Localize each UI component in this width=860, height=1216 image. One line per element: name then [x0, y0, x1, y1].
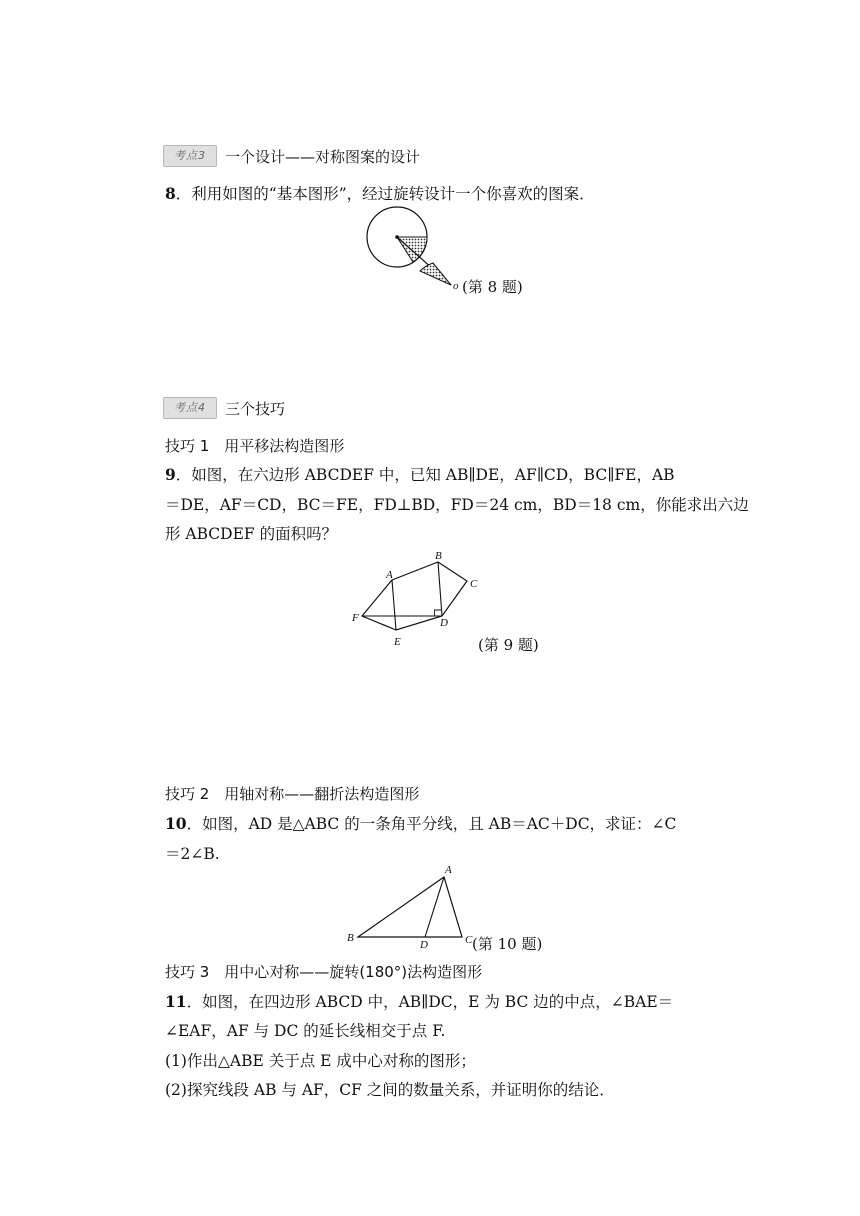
question-9-line-1: [165, 465, 675, 485]
figure-9: [345, 550, 485, 650]
section-tag-3: 考点3: [163, 145, 217, 167]
center-dot: [395, 235, 399, 239]
label-e: E: [394, 636, 401, 648]
question-10-line-2: ＝2∠B.: [165, 845, 220, 863]
figure-8: [360, 205, 470, 300]
label-b: B: [435, 550, 442, 562]
label-c: C: [465, 934, 473, 946]
question-11-line-1: [165, 992, 673, 1012]
question-10-line-1: [165, 814, 676, 834]
segment-ae: [392, 580, 396, 630]
question-number: 10: [165, 814, 187, 833]
question-11-part-1: (1)作出△ABE 关于点 E 成中心对称的图形；: [165, 1052, 476, 1070]
question-number: 11: [165, 992, 187, 1011]
bisector-ad: [425, 877, 444, 937]
figure-10: [345, 862, 475, 952]
skill-2-heading: 技巧 2 用轴对称——翻折法构造图形: [165, 785, 420, 803]
label-a: A: [445, 864, 452, 876]
question-11-line-2: ∠EAF，AF 与 DC 的延长线相交于点 F.: [165, 1022, 446, 1040]
question-9-line-2: ＝DE，AF＝CD，BC＝FE，FD⊥BD，FD＝24 cm，BD＝18 cm，你能求出六边: [165, 496, 749, 514]
right-angle-mark: [435, 610, 442, 616]
label-c: C: [470, 578, 478, 590]
hexagon: [362, 562, 467, 630]
skill-1-heading: 技巧 1 用平移法构造图形: [165, 437, 345, 455]
label-b: B: [347, 932, 354, 944]
caption-8: (第 8 题): [462, 278, 523, 296]
label-a: A: [386, 569, 393, 581]
question-text: ．如图，在四边形 ABCD 中，AB∥DC，E 为 BC 边的中点，∠BAE＝: [186, 993, 674, 1011]
question-text: ．利用如图的“基本图形”，经过旋转设计一个你喜欢的图案．: [175, 185, 595, 203]
question-text: ．如图，AD 是△ABC 的一条角平分线，且 AB＝AC＋DC，求证：∠C: [186, 815, 677, 833]
label-d: D: [420, 939, 428, 951]
caption-10: (第 10 题): [472, 935, 543, 953]
question-number: 8: [165, 184, 176, 203]
caption-9: (第 9 题): [478, 636, 539, 654]
section-title-4: 三个技巧: [225, 400, 286, 418]
question-11-part-2: (2)探究线段 AB 与 AF，CF 之间的数量关系，并证明你的结论．: [165, 1081, 615, 1099]
segment-bd: [438, 562, 442, 616]
label-d: D: [440, 617, 448, 629]
label-o: o: [453, 280, 459, 292]
section-tag-4: 考点4: [163, 397, 217, 419]
skill-3-heading: 技巧 3 用中心对称——旋转(180°)法构造图形: [165, 963, 483, 981]
question-text: ．如图，在六边形 ABCDEF 中，已知 AB∥DE，AF∥CD，BC∥FE，AB: [175, 466, 675, 484]
section-title-3: 一个设计——对称图案的设计: [225, 148, 421, 166]
question-8: [165, 184, 595, 204]
triangle-abc: [358, 877, 462, 937]
lower-sector: [420, 263, 451, 285]
question-number: 9: [165, 465, 176, 484]
label-f: F: [352, 612, 359, 624]
question-9-line-3: 形 ABCDEF 的面积吗？: [165, 525, 338, 543]
